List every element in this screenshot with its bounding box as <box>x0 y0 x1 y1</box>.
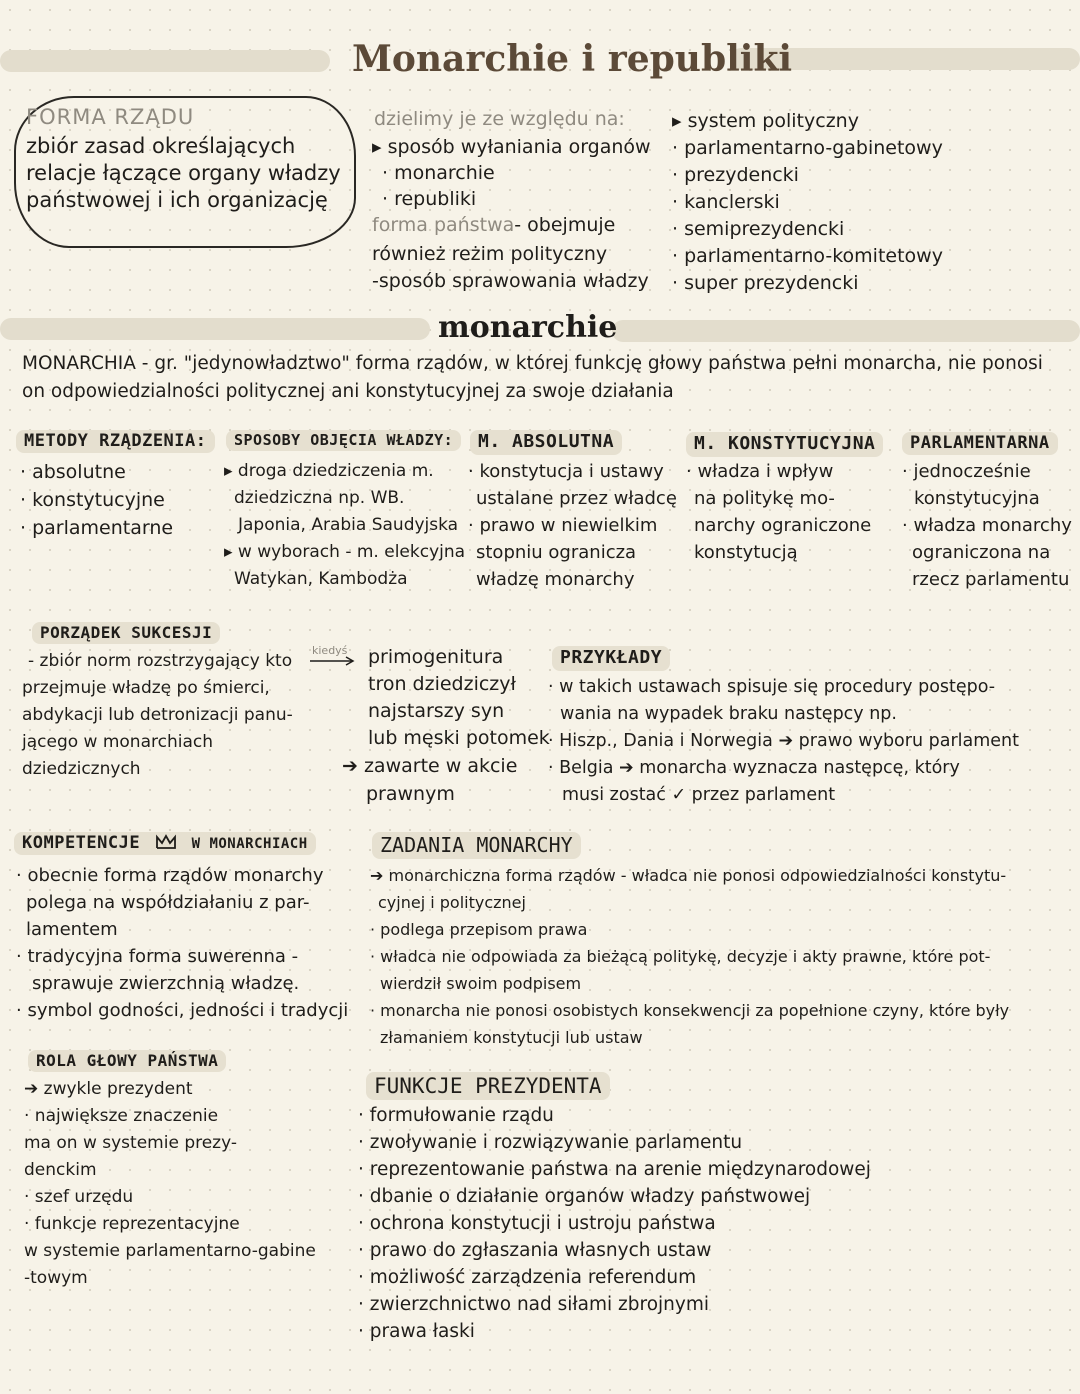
m-konstytucyjna-heading: M. KONSTYTUCYJNA <box>686 432 883 457</box>
primogenitura-list <box>368 644 550 752</box>
text-line: musi zostać ✓ przez parlament <box>562 785 836 805</box>
text-line: MONARCHIA - gr. "jedynowładztwo" forma rządów, w której funkcję głowy państwa pełni monarcha, nie ponosi <box>22 353 1043 374</box>
text-line: państwowej i ich organizację <box>26 188 328 212</box>
text-line: abdykacji lub detronizacji panu- <box>22 705 293 725</box>
text-line: ➔ monarchiczna forma rządów - władca nie ponosi odpowiedzialności konstytu- <box>370 866 1007 885</box>
text-line: · parlamentarno-gabinetowy <box>672 137 943 159</box>
section-title-monarchie: monarchie <box>438 310 618 345</box>
text-line: · szef urzędu <box>24 1187 134 1207</box>
parlamentarna-heading: PARLAMENTARNA <box>902 432 1058 455</box>
text-line: · konstytucja i ustawy <box>468 461 664 482</box>
rola-list <box>24 1076 316 1292</box>
m-konstytucyjna-list <box>686 458 871 566</box>
text-line: · zwoływanie i rozwiązywanie parlamentu <box>358 1132 743 1153</box>
text-line: · republiki <box>382 188 477 210</box>
section-bar-right <box>612 320 1080 342</box>
metody-list <box>20 458 173 542</box>
forma-rzadu-text <box>26 133 341 214</box>
text-line: dziedzicznych <box>22 759 141 779</box>
monarchia-definition <box>22 350 1043 406</box>
text-line: -sposób sprawowania władzy <box>372 270 649 292</box>
kompetencje-heading <box>14 832 316 855</box>
text-line: relacje łączące organy władzy <box>26 161 341 185</box>
parlamentarna-list <box>902 458 1072 593</box>
zadania-heading: ZADANIA MONARCHY <box>372 832 581 859</box>
text-line: w systemie parlamentarno-gabine <box>24 1241 316 1261</box>
text-line: konstytucją <box>694 542 798 563</box>
text-line: Watykan, Kambodża <box>234 569 408 589</box>
arrow-icon <box>310 656 358 666</box>
text-line: · jednocześnie <box>902 461 1031 482</box>
text-line: tron dziedziczył <box>368 673 516 695</box>
text-line: · w takich ustawach spisuje się procedury postępo- <box>548 677 996 697</box>
text-line: · Belgia ➔ monarcha wyznacza następcę, który <box>548 758 960 778</box>
forma-panstwa-heading: forma państwa <box>372 214 515 236</box>
text-line: ▸ system polityczny <box>672 110 859 132</box>
text-line: · największe znaczenie <box>24 1106 219 1126</box>
text-line: ▸ w wyborach - m. elekcyjna <box>224 542 466 562</box>
page-title: Monarchie i republiki <box>352 38 793 80</box>
text-line: konstytucyjna <box>914 488 1040 509</box>
text-line: rzecz parlamentu <box>912 569 1070 590</box>
text-line: ▸ droga dziedziczenia m. <box>224 461 434 481</box>
text-line: · zwierzchnictwo nad siłami zbrojnymi <box>358 1294 710 1315</box>
forma-panstwa <box>372 214 615 238</box>
text-line: lub męski potomek <box>368 727 550 749</box>
section-bar-left <box>0 318 430 340</box>
text-line: przejmuje władzę po śmierci, <box>22 678 270 698</box>
sposoby-heading: SPOSOBY OBJĘCIA WŁADZY: <box>226 430 461 451</box>
text-line: · władza i wpływ <box>686 461 834 482</box>
przyklady-list <box>548 674 1019 809</box>
text-line: · prezydencki <box>672 164 799 186</box>
text-line: prawnym <box>366 783 455 805</box>
text-line: · funkcje reprezentacyjne <box>24 1214 240 1234</box>
text-line: - zbiór norm rozstrzygający kto <box>28 651 293 671</box>
forma-panstwa-rest: - obejmuje <box>514 214 616 236</box>
text-line: · parlamentarno-komitetowy <box>672 245 943 267</box>
text-line: cyjnej i politycznej <box>378 893 526 912</box>
text-line: · semiprezydencki <box>672 218 845 240</box>
text-line: ustalane przez władcę <box>476 488 677 509</box>
text-line: jącego w monarchiach <box>22 732 214 752</box>
text-line: · prawa łaski <box>358 1321 475 1342</box>
text-line: najstarszy syn <box>368 700 505 722</box>
text-line: wania na wypadek braku następcy np. <box>560 704 897 724</box>
m-absolutna-list <box>468 458 677 593</box>
przyklady-heading: PRZYKŁADY <box>552 646 670 671</box>
text-line: · formułowanie rządu <box>358 1105 554 1126</box>
text-line: · monarchie <box>382 162 495 184</box>
text-line: zbiór zasad określających <box>26 134 296 158</box>
text-line: · super prezydencki <box>672 272 859 294</box>
text-line: lamentem <box>26 919 118 940</box>
text-line: również reżim polityczny <box>372 243 608 265</box>
forma-panstwa-lines <box>372 241 649 295</box>
crown-icon <box>155 834 177 850</box>
funkcje-heading: FUNKCJE PREZYDENTA <box>366 1072 610 1100</box>
text-line: · reprezentowanie państwa na arenie międzynarodowej <box>358 1159 871 1180</box>
m-absolutna-heading: M. ABSOLUTNA <box>470 430 622 455</box>
text-line: ▸ sposób wyłaniania organów <box>372 136 651 158</box>
text-line: sprawuje zwierzchnią władzę. <box>32 973 300 994</box>
forma-rzadu-heading: FORMA RZĄDU <box>26 105 195 129</box>
text-line: władzę monarchy <box>476 569 635 590</box>
sposoby-list <box>224 458 465 593</box>
text-line: · możliwość zarządzenia referendum <box>358 1267 697 1288</box>
text-line: na politykę mo- <box>694 488 835 509</box>
text-line: · absolutne <box>20 461 126 483</box>
porzadek-list <box>22 648 293 783</box>
kompetencje-list <box>16 862 348 1024</box>
header-bar-left <box>0 50 330 72</box>
funkcje-list <box>358 1102 871 1345</box>
kompetencje-title: KOMPETENCJE <box>22 833 141 853</box>
text-line: ma on w systemie prezy- <box>24 1133 237 1153</box>
text-line: · dbanie o działanie organów władzy państwowej <box>358 1186 811 1207</box>
text-line: · władza monarchy <box>902 515 1072 536</box>
kompetencje-suffix: W MONARCHIACH <box>191 836 308 852</box>
metody-heading: METODY RZĄDZENIA: <box>16 430 215 453</box>
text-line: on odpowiedzialności politycznej ani konstytucyjnej za swoje działania <box>22 381 674 402</box>
dzielimy-list <box>372 134 651 212</box>
text-line: -towym <box>24 1268 88 1288</box>
text-line: ➔ zwykle prezydent <box>24 1079 193 1099</box>
text-line: · prawo do zgłaszania własnych ustaw <box>358 1240 712 1261</box>
rola-heading: ROLA GŁOWY PAŃSTWA <box>28 1050 226 1072</box>
text-line: · parlamentarne <box>20 517 174 539</box>
dzielimy-intro: dzielimy je ze względu na: <box>374 108 625 130</box>
akt-prawny <box>342 752 517 808</box>
text-line: ograniczona na <box>912 542 1051 563</box>
text-line: · monarcha nie ponosi osobistych konsekwencji za popełnione czyny, które były <box>370 1001 1010 1020</box>
text-line: · kanclerski <box>672 191 780 213</box>
kiedys-label: kiedyś <box>312 644 348 657</box>
text-line: · podlega przepisom prawa <box>370 920 588 939</box>
system-list <box>672 108 943 297</box>
porzadek-heading: PORZĄDEK SUKCESJI <box>32 622 220 644</box>
text-line: narchy ograniczone <box>694 515 872 536</box>
text-line: primogenitura <box>368 646 504 668</box>
text-line: · obecnie forma rządów monarchy <box>16 865 324 886</box>
text-line: dziedziczna np. WB. <box>234 488 405 508</box>
text-line: · Hiszp., Dania i Norwegia ➔ prawo wyboru parlament <box>548 731 1019 751</box>
text-line: złamaniem konstytucji lub ustaw <box>380 1028 643 1047</box>
text-line: · tradycyjna forma suwerenna - <box>16 946 299 967</box>
text-line: polega na współdziałaniu z par- <box>26 892 310 913</box>
text-line: Japonia, Arabia Saudyjska <box>238 515 459 535</box>
text-line: denckim <box>24 1160 97 1180</box>
text-line: · konstytucyjne <box>20 489 165 511</box>
text-line: · ochrona konstytucji i ustroju państwa <box>358 1213 716 1234</box>
zadania-list <box>370 862 1009 1051</box>
text-line: wierdził swoim podpisem <box>380 974 582 993</box>
text-line: · władca nie odpowiada za bieżącą politykę, decyzje i akty prawne, które pot- <box>370 947 991 966</box>
text-line: stopniu ogranicza <box>476 542 637 563</box>
text-line: · symbol godności, jedności i tradycji <box>16 1000 349 1021</box>
text-line: ➔ zawarte w akcie <box>342 755 518 777</box>
text-line: · prawo w niewielkim <box>468 515 658 536</box>
